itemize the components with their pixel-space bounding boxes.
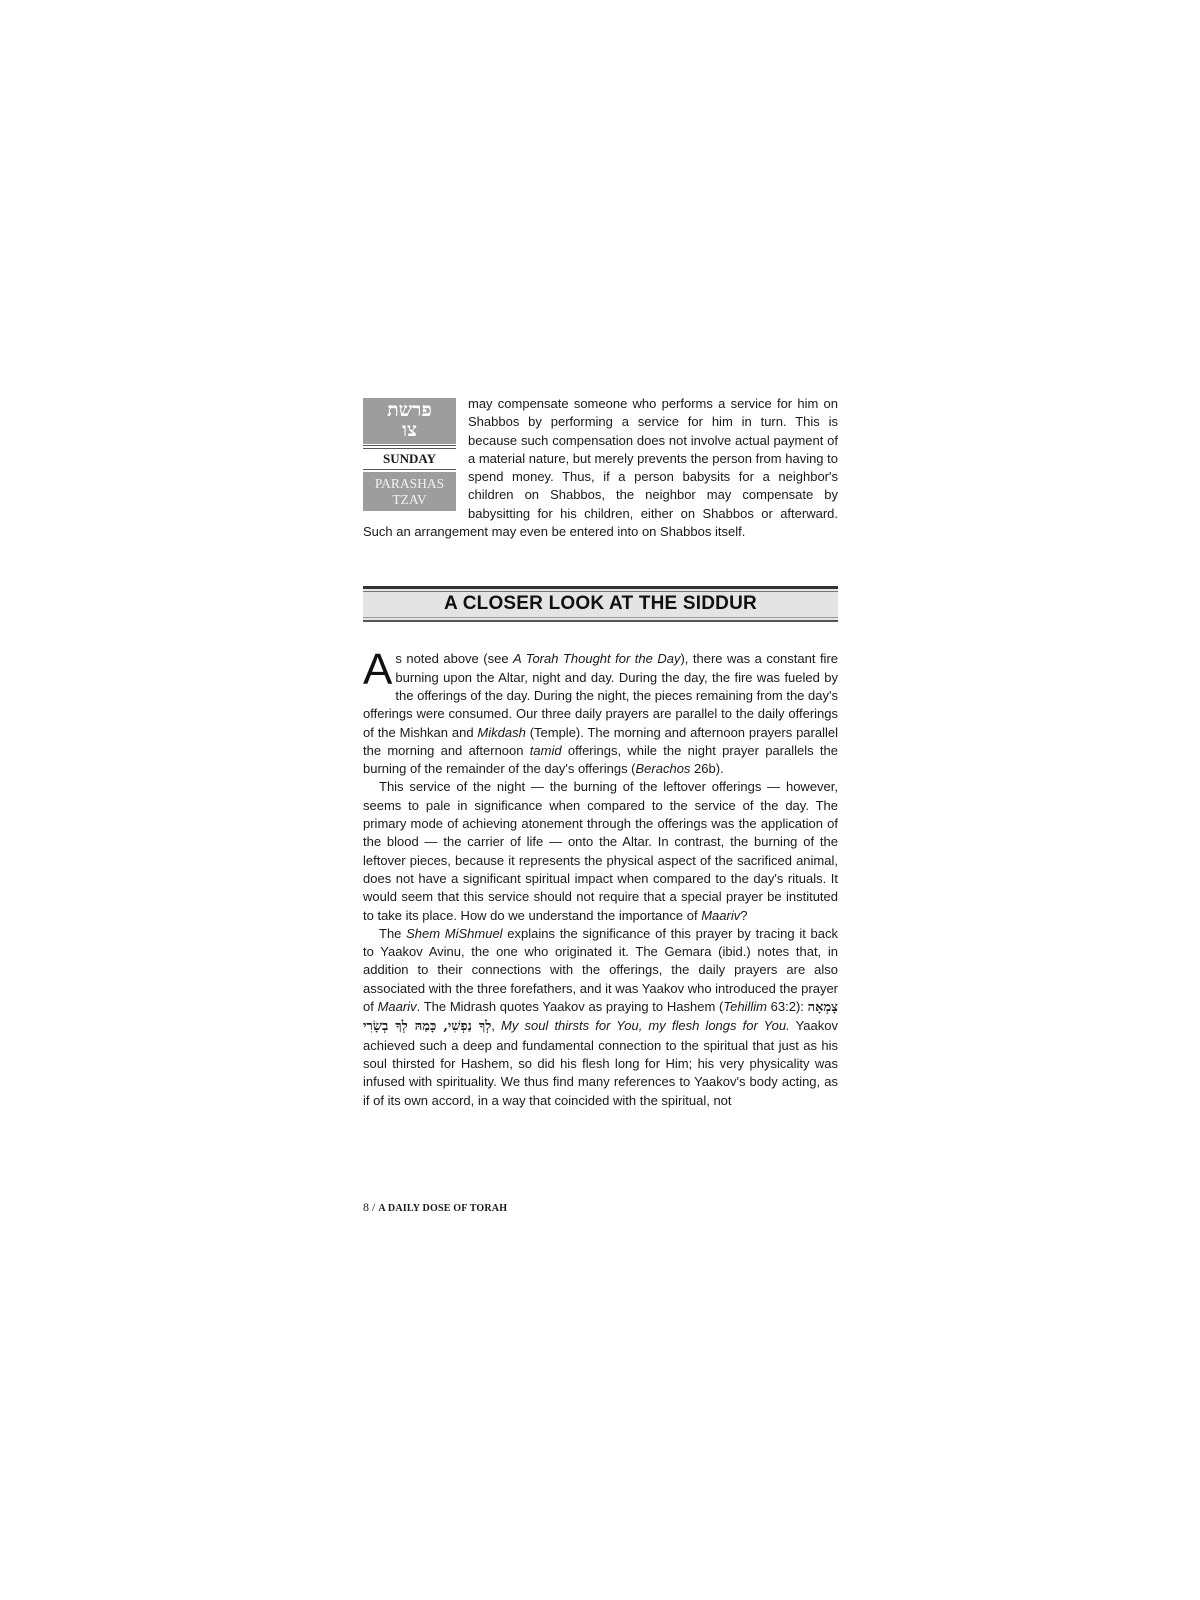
text-run: The	[379, 925, 407, 941]
footer-separator: /	[369, 1200, 379, 1214]
italic-run: Maariv	[377, 999, 417, 1015]
italic-run: Shem MiShmuel	[406, 925, 503, 941]
book-title: A DAILY DOSE OF TORAH	[378, 1203, 508, 1214]
text-run: (Temple). The morning and afternoon prayers parallel the morning and afternoon	[363, 724, 838, 758]
italic-run: My soul thirsts for You, my flesh longs for You.	[501, 1018, 790, 1034]
text-run: offerings, while the night prayer parallels the burning of the remainder of the day's offerings (	[363, 742, 838, 777]
text-run: This service of the night — the burning of the leftover offerings — however, seems to pale in significance when compared to the service of the day. The primary mode of achieving atonement through the offerings was the application of the blood — the carrier of life — onto the Altar. In contrast, the burning of the leftover pieces, because it represents the physical aspect of the sacrificed animal, does not have a significant spiritual impact when compared to the day's rituals. It would seem that this service should not require that a special prayer be instituted to take its place. How do we understand the importance of	[363, 779, 838, 923]
sidebar-hebrew-line1: פרשת	[387, 399, 432, 421]
text-run: Yaakov achieved such a deep and fundamental connection to the spiritual that just as his soul thirsted for Hashem, so did his flesh long for Him; his very physicality was infused with spirituality. We thus find many references to Yaakov's body acting, as if of its own accord, in a way that coincided with the spiritual, not	[363, 1018, 838, 1108]
text-run: ?	[740, 907, 748, 923]
parasha-sidebar	[363, 398, 456, 511]
text-run: ), there was a constant fire burning upon the Altar, night and day. During the day, the fire was fueled by the offerings of the day. During the night, the pieces remaining from the day's offerings were consumed. Our three daily prayers are parallel to the daily offerings of the Mishkan and	[363, 651, 838, 740]
page-content	[363, 398, 838, 1110]
paragraph-2	[363, 778, 838, 924]
italic-run: Maariv	[701, 907, 741, 923]
italic-run: Mikdash	[477, 724, 526, 740]
sidebar-parashas-line1: PARASHAS	[374, 476, 445, 491]
paragraph-3	[363, 925, 838, 1110]
italic-run: tamid	[529, 742, 562, 758]
sidebar-hebrew-title	[363, 398, 456, 444]
sidebar-hebrew-line2: צו	[402, 419, 417, 441]
text-run: s noted above (see	[395, 651, 514, 667]
paragraph-1	[363, 645, 838, 778]
italic-run: Tehillim	[723, 999, 767, 1015]
intro-paragraph: may compensate someone who performs a service for him on Shabbos by performing a service for him in turn. This is because such compensation does not involve actual payment of a material nature, but merely prevents the person from having to spend money. Thus, if a person babysits for a neighbor's children on Shabbos, the neighbor may compensate by babysitting for his children, either on Shabbos or afterward. Such an arrangement may even be entered into on Shabbos itself.	[363, 396, 838, 540]
text-run: explains the significance of this prayer by tracing it back to Yaakov Avinu, the one who originated it. The Gemara (ibid.) notes that, in addition to their connections with the offerings, the daily prayers are also associated with the three forefathers, and it was Yaakov who introduced the prayer of	[363, 925, 839, 1015]
italic-run: A Torah Thought for the Day	[513, 651, 681, 667]
section-body	[363, 645, 839, 1109]
text-run: 63:2):	[766, 999, 808, 1015]
section-heading	[363, 586, 838, 622]
sidebar-divider	[363, 445, 456, 449]
drop-cap: A	[363, 645, 393, 695]
text-run: 26b).	[690, 761, 724, 777]
page-footer	[363, 1200, 507, 1215]
text-run: . The Midrash quotes Yaakov as praying to Hashem (	[416, 999, 724, 1015]
sidebar-parashas	[363, 472, 456, 511]
section-heading-text: A CLOSER LOOK AT THE SIDDUR	[444, 593, 757, 615]
page-number: 8	[363, 1200, 369, 1214]
hebrew-verse: צָמְאָה לְךָ נַפְשִׁי, כָּמַהּ לְךָ בְשָׂרִי	[363, 1000, 838, 1035]
sidebar-parashas-line2: TZAV	[392, 492, 427, 507]
text-run: ,	[491, 1018, 502, 1034]
sidebar-day: SUNDAY	[363, 450, 456, 470]
italic-run: Berachos	[635, 761, 691, 777]
